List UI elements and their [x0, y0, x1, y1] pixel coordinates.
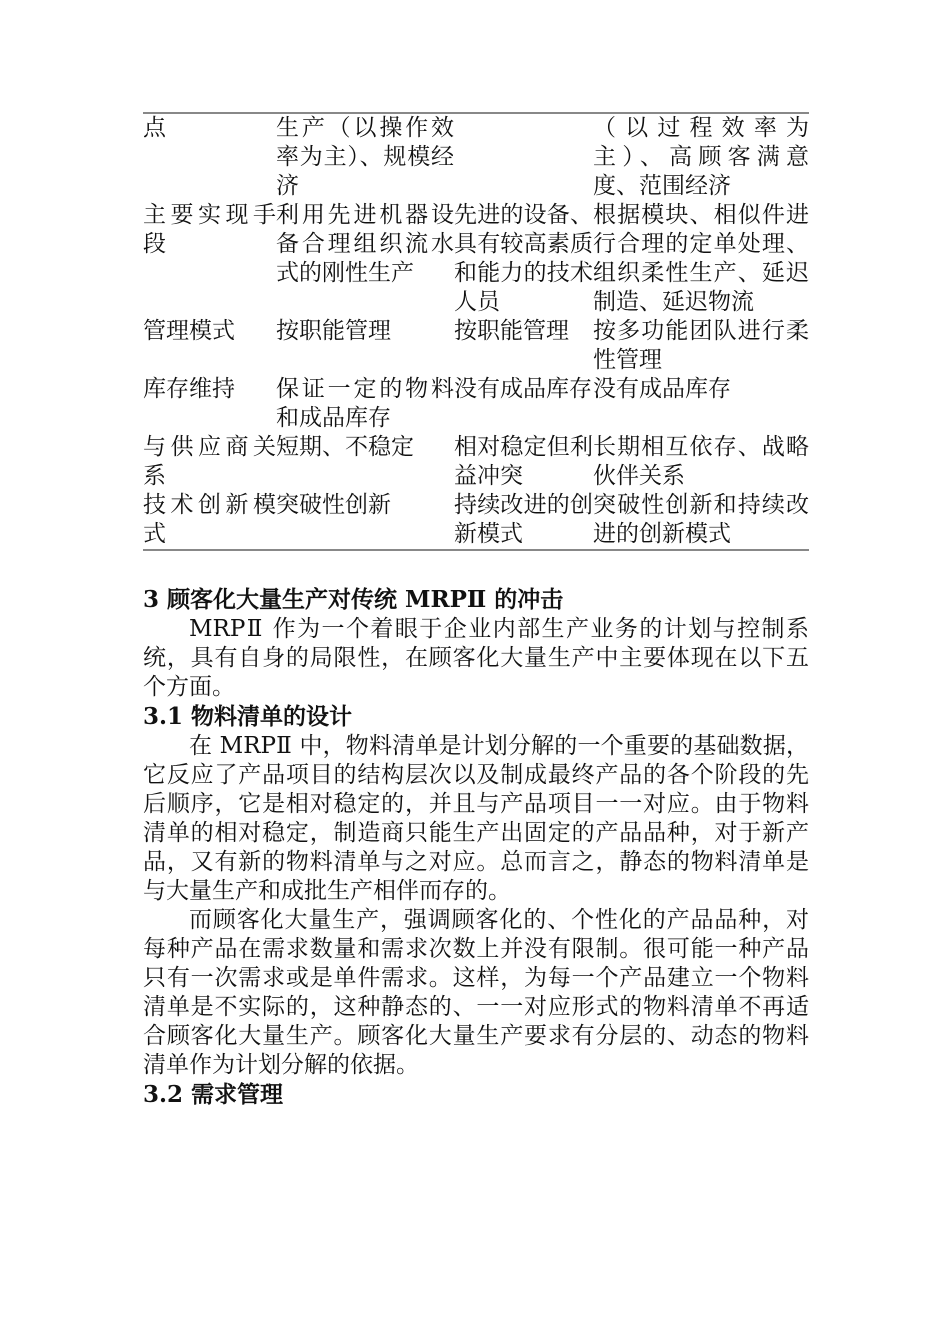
table-cell: 没有成品库存	[454, 376, 592, 402]
table-cell: 突破性创新	[276, 492, 391, 518]
table-cell: 按职能管理	[276, 318, 391, 344]
table-cell: 短期、不稳定	[276, 434, 414, 460]
paragraph: 在 MRPⅡ 中，物料清单是计划分解的一个重要的基础数据，它反应了产品项目的结构层次以及制成最终产品的各个阶段的先后顺序，它是相对稳定的，并且与产品项目一一对应。由于物料清单的相对稳定，制造商只能生产出固定的产品品种，对于新产品，又有新的物料清单与之对应。总而言之，静态的物料清单是与大量生产和成批生产相伴而存的。	[143, 733, 809, 904]
table-row	[143, 375, 809, 433]
table-cell: 技术创新模式	[143, 492, 276, 547]
comparison-table	[143, 112, 809, 551]
table-row	[143, 491, 809, 550]
paragraph: 而顾客化大量生产，强调顾客化的、个性化的产品品种，对每种产品在需求数量和需求次数上并没有限制。很可能一种产品只有一次需求或是单件需求。这样，为每一个产品建立一个物料清单是不实际的，这种静态的、一一对应形式的物料清单不再适合顾客化大量生产。顾客化大量生产要求有分层的、动态的物料清单作为计划分解的依据。	[143, 907, 809, 1078]
table-cell: 生产（以操作效率为主）、规模经济	[276, 115, 454, 199]
table-cell: 先进的设备、具有较高素质和能力的技术人员	[454, 202, 593, 315]
paragraph: MRPⅡ 作为一个着眼于企业内部生产业务的计划与控制系统，具有自身的局限性，在顾客化大量生产中主要体现在以下五个方面。	[143, 616, 809, 700]
table-cell: （以过程效率为主）、高顾客满意度、范围经济	[593, 115, 809, 199]
table-cell: 没有成品库存	[593, 376, 731, 402]
table-cell: 管理模式	[143, 318, 235, 344]
table-cell: 利用先进机器设备合理组织流水式的刚性生产	[276, 202, 454, 286]
table-cell: 库存维持	[143, 376, 235, 402]
table-cell: 按多功能团队进行柔性管理	[593, 318, 809, 373]
table-cell: 主要实现手段	[143, 202, 276, 257]
table-cell: 与供应商关系	[143, 434, 276, 489]
table-row	[143, 113, 809, 201]
table-cell: 相对稳定但利益冲突	[454, 434, 593, 489]
table-cell: 按职能管理	[454, 318, 569, 344]
table-cell	[454, 113, 593, 201]
table-row	[143, 433, 809, 491]
table-cell: 根据模块、相似件进行合理的定单处理、组织柔性生产、延迟制造、延迟物流	[593, 202, 809, 315]
table-cell: 保证一定的物料和成品库存	[276, 376, 454, 431]
section-heading: 3.2 需求管理	[143, 1081, 284, 1108]
section-heading: 3 顾客化大量生产对传统 MRPⅡ 的冲击	[143, 586, 564, 613]
table-cell: 长期相互依存、战略伙伴关系	[593, 434, 809, 489]
table-cell: 点	[143, 115, 166, 141]
table-row	[143, 317, 809, 375]
section-heading: 3.1 物料清单的设计	[143, 703, 353, 730]
table-cell: 突破性创新和持续改进的创新模式	[593, 492, 809, 547]
table-cell: 持续改进的创新模式	[454, 492, 593, 547]
document-page	[143, 112, 809, 1110]
table-row	[143, 201, 809, 317]
